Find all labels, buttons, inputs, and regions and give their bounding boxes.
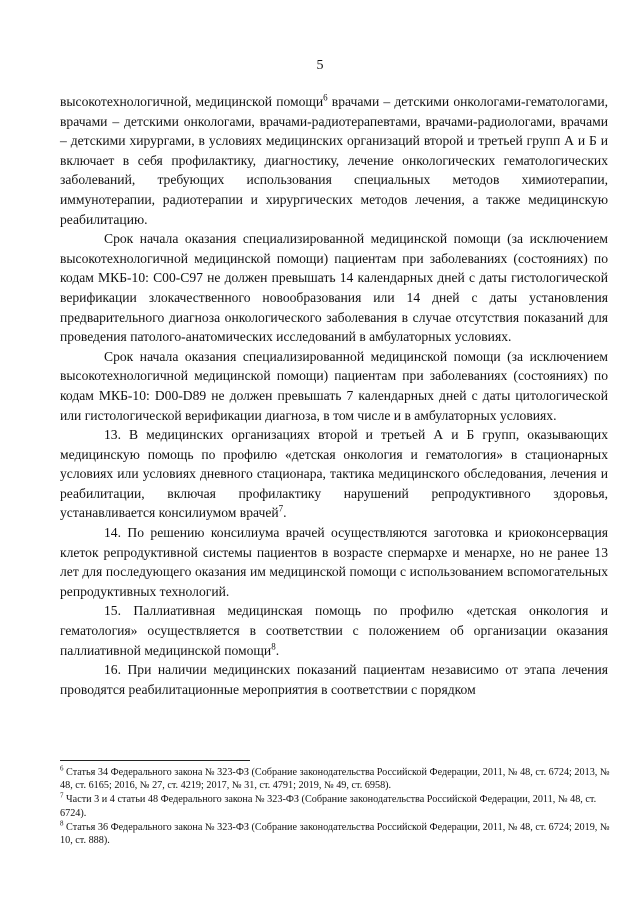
footnote-separator [60, 760, 250, 761]
paragraph-deadline-c00-c97 [60, 229, 608, 347]
paragraph-text: Срок начала оказания специализированной медицинской помощи (за исключением высокотехнологичной медицинской помощи) пациентам при заболеваниях (состояниях) по кодам МКБ-10: D00-D89 не должен превышать 7 календарных дней с даты цитологической или гистологической верификации диагноза, в том числе и в амбулаторных условиях. [60, 348, 608, 423]
paragraph-text: 16. При наличии медицинских показаний пациентам независимо от этапа лечения проводятся реабилитационные мероприятия в соответствии с порядком [60, 662, 608, 697]
footnote-marker: 6 [60, 764, 64, 773]
footnote-6 [60, 766, 612, 792]
page-number: 5 [316, 58, 324, 73]
footnote-text: Статья 36 Федерального закона № 323-ФЗ (Собрание законодательства Российской Федерации, 2011, № 48, ст. 6724; 2019, № 10, ст. 888). [60, 821, 610, 847]
paragraph-item-13 [60, 425, 608, 523]
footnote-7 [60, 793, 612, 819]
footnote-text: Части 3 и 4 статьи 48 Федерального закона № 323-ФЗ (Собрание законодательства Российской Федерации, 2011, № 48, ст. 6724). [60, 794, 597, 819]
paragraph-text-tail: . [283, 505, 287, 521]
footnote-marker: 7 [60, 792, 64, 801]
paragraph-text: высокотехнологичной, медицинской помощи [60, 94, 324, 109]
paragraph-continuation [60, 92, 608, 229]
paragraph-deadline-d00-d89 [60, 347, 608, 425]
footnote-8 [60, 821, 612, 847]
paragraph-text: 15. Паллиативная медицинская помощь по профилю «детская онкология и гематология» осуществляется в соответствии с положением об организации оказания паллиативной медицинской помощи [60, 603, 608, 658]
footnotes-section [60, 766, 612, 848]
document-body [60, 92, 608, 699]
paragraph-item-14 [60, 523, 608, 601]
footnote-reference-8: 8 [271, 641, 276, 652]
paragraph-text-tail: . [275, 642, 280, 658]
footnote-reference-7: 7 [278, 503, 284, 514]
footnote-reference-6: 6 [323, 92, 328, 103]
paragraph-item-15 [60, 601, 608, 660]
paragraph-item-16 [60, 660, 608, 699]
paragraph-text-tail: врачами – детскими онкологами-гематологами, врачами – детскими онкологами, врачами-радиотерапевтами, врачами-радиологами, врачами – детскими хирургами, в условиях медицинских организаций второй и третьей групп А и Б и включает в себя профилактику, диагностику, лечение онкологических гематологических заболеваний, требующих использования специальных методов химиотерапии, иммунотерапии, радиотерапии и хирургических методов лечения, а также медицинскую реабилитацию. [60, 94, 608, 227]
footnote-text: Статья 34 Федерального закона № 323-ФЗ (Собрание законодательства Российской Федерации, 2011, № 48, ст. 6724; 2013, № 48, ст. 6165; 2016, № 27, ст. 4219; 2017, № 31, ст. 4791; 2019, № 49, ст. 6958). [60, 767, 610, 792]
paragraph-text: 13. В медицинских организациях второй и третьей А и Б групп, оказывающих медицинскую помощь по профилю «детская онкология и гематология» в стационарных условиях или условиях дневного стационара, тактика медицинского обследования, лечения и реабилитации, включая профилактику нарушений репродуктивного здоровья, устанавливается консилиумом врачей [60, 427, 608, 521]
paragraph-text: Срок начала оказания специализированной медицинской помощи (за исключением высокотехнологичной медицинской помощи) пациентам при заболеваниях (состояниях) по кодам МКБ-10: С00-С97 не должен превышать 14 календарных дней с даты гистологической верификации злокачественного новообразования или 14 дней с даты установления предварительного диагноза онкологического заболевания в случае отсутствия показаний для проведения патолого-анатомических исследований в амбулаторных условиях. [60, 231, 608, 345]
paragraph-text: 14. По решению консилиума врачей осуществляются заготовка и криоконсервация клеток репродуктивной системы пациентов в возрасте спермархе и менархе, но не ранее 13 лет для последующего оказания им медицинской помощи с использованием вспомогательных репродуктивных технологий. [60, 525, 608, 599]
footnote-marker: 8 [60, 819, 64, 828]
